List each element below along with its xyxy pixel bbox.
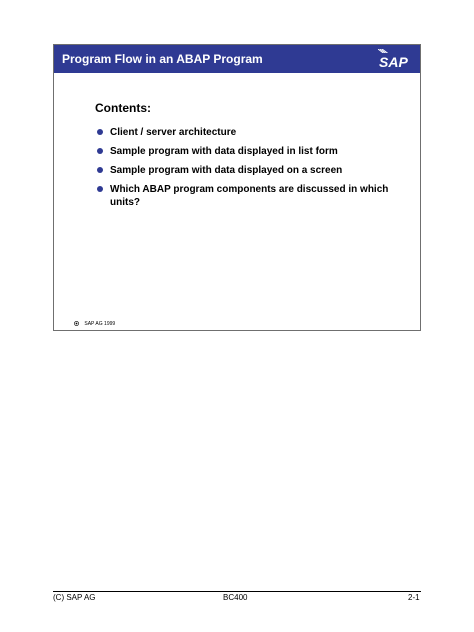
list-item-text: Sample program with data displayed in list form: [110, 146, 338, 157]
list-item: [97, 145, 397, 158]
bullet-list: [97, 126, 397, 215]
footer-divider: [53, 591, 421, 592]
list-item-text: Which ABAP program components are discussed in which units?: [110, 184, 389, 208]
sap-logo: [378, 49, 412, 71]
slide-title: Program Flow in an ABAP Program: [62, 52, 263, 66]
registered-mark-icon: [74, 321, 79, 326]
list-item-text: Client / server architecture: [110, 127, 237, 138]
copyright-text: SAP AG 1999: [84, 321, 116, 327]
bullet-dot: [97, 186, 103, 192]
footer-left: (C) SAP AG: [53, 593, 96, 602]
bullet-dot: [97, 129, 103, 135]
list-item: [97, 183, 397, 209]
footer-page-number: 2-1: [408, 593, 420, 602]
slide-frame: [53, 44, 421, 331]
list-item-text: Sample program with data displayed on a screen: [110, 165, 343, 176]
list-item: [97, 126, 397, 139]
footer-center: BC400: [223, 593, 248, 602]
title-bar: [54, 45, 420, 73]
contents-heading: Contents:: [95, 101, 151, 115]
bullet-dot: [97, 167, 103, 173]
list-item: [97, 164, 397, 177]
logo-text: SAP: [379, 54, 408, 70]
bullet-dot: [97, 148, 103, 154]
slide-copyright: [74, 321, 115, 327]
